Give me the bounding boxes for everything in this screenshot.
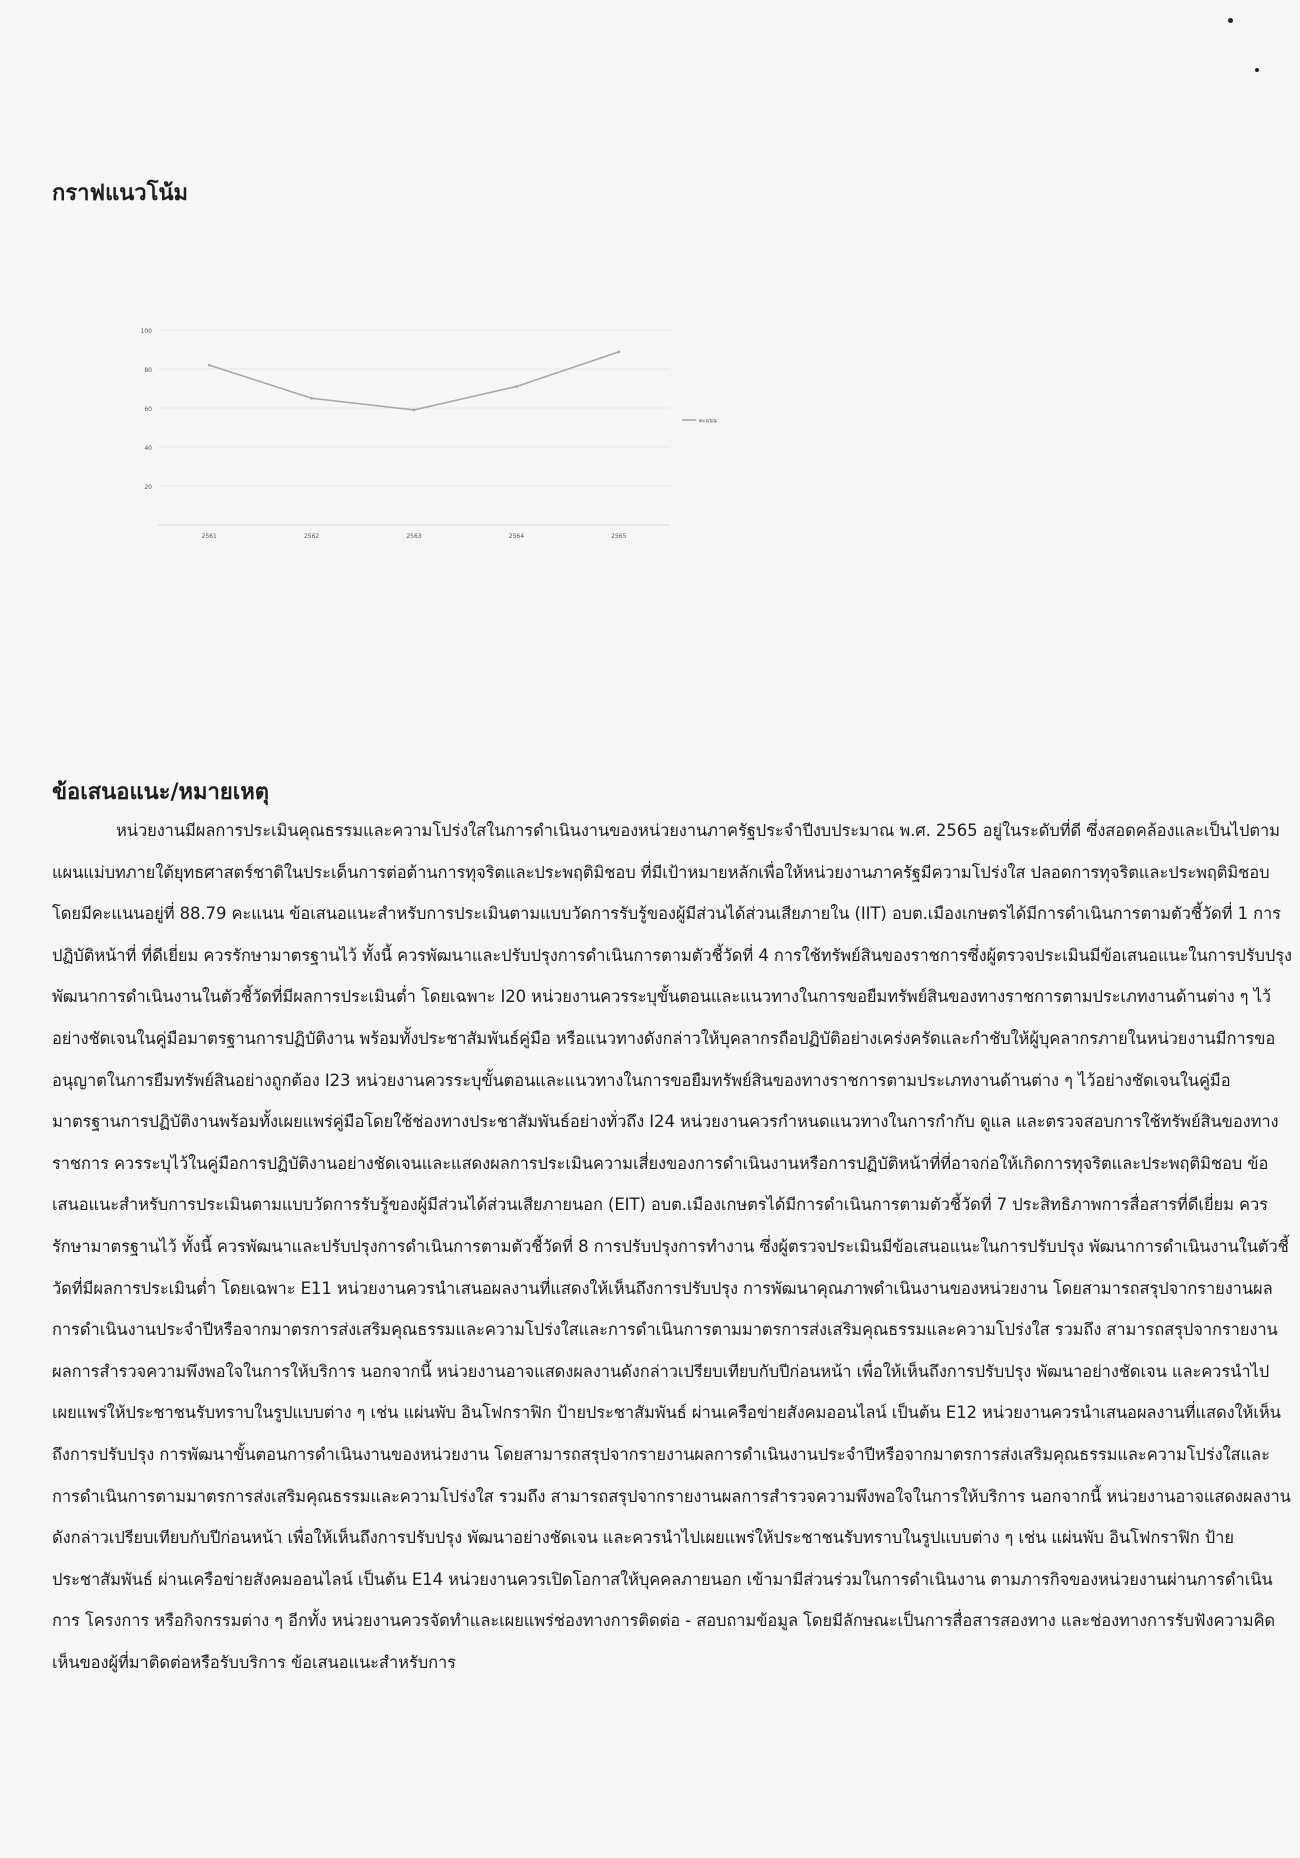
notes-paragraph: หน่วยงานมีผลการประเมินคุณธรรมและความโปร่งใสในการดำเนินงานของหน่วยงานภาครัฐประจำปีงบประมาณ พ.ศ. 2565 อยู่ในระดับที่ดี ซึ่งสอดคล้องและเป็นไปตามแผนแม่บทภายใต้ยุทธศาสตร์ชาติในประเด็นการต่อต้านการทุจริตและประพฤติมิชอบ ที่มีเป้าหมายหลักเพื่อให้หน่วยงานภาครัฐมีความโปร่งใส ปลอดการทุจริตและประพฤติมิชอบ โดยมีคะแนนอยู่ที่ 88.79 คะแนน ข้อเสนอแนะสำหรับการประเมินตามแบบวัดการรับรู้ของผู้มีส่วนได้ส่วนเสียภายใน (IIT) อบต.เมืองเกษตรได้มีการดำเนินการตามตัวชี้วัดที่ 1 การปฏิบัติหน้าที่ ที่ดีเยี่ยม ควรรักษามาตรฐานไว้ ทั้งนี้ ควรพัฒนาและปรับปรุงการดำเนินการตามตัวชี้วัดที่ 4 การใช้ทรัพย์สินของราชการซึ่งผู้ตรวจประเมินมีข้อเสนอแนะในการปรับปรุง พัฒนาการดำเนินงานในตัวชี้วัดที่มีผลการประเมินต่ำ โดยเฉพาะ I20 หน่วยงานควรระบุขั้นตอนและแนวทางในการขอยืมทรัพย์สินของทางราชการตามประเภทงานด้านต่าง ๆ ไว้อย่างชัดเจนในคู่มือมาตรฐานการปฏิบัติงาน พร้อมทั้งประชาสัมพันธ์คู่มือ หรือแนวทางดังกล่าวให้บุคลากรถือปฏิบัติอย่างเคร่งครัดและกำชับให้ผู้บุคลากรภายในหน่วยงานมีการขออนุญาตในการยืมทรัพย์สินอย่างถูกต้อง I23 หน่วยงานควรระบุขั้นตอนและแนวทางในการขอยืมทรัพย์สินของทางราชการตามประเภทงานด้านต่าง ๆ ไว้อย่างชัดเจนในคู่มือมาตรฐานการปฏิบัติงานพร้อมทั้งเผยแพร่คู่มือโดยใช้ช่องทางประชาสัมพันธ์อย่างทั่วถึง I24 หน่วยงานควรกำหนดแนวทางในการกำกับ ดูแล และตรวจสอบการใช้ทรัพย์สินของทางราชการ ควรระบุไว้ในคู่มือการปฏิบัติงานอย่างชัดเจนและแสดงผลการประเมินความเสี่ยงของการดำเนินงานหรือการปฏิบัติหน้าที่ที่อาจก่อให้เกิดการทุจริตและประพฤติมิชอบ ข้อเสนอแนะสำหรับการประเมินตามแบบวัดการรับรู้ของผู้มีส่วนได้ส่วนเสียภายนอก (EIT) อบต.เมืองเกษตรได้มีการดำเนินการตามตัวชี้วัดที่ 7 ประสิทธิภาพการสื่อสารที่ดีเยี่ยม ควรรักษามาตรฐานไว้ ทั้งนี้ ควรพัฒนาและปรับปรุงการดำเนินการตามตัวชี้วัดที่ 8 การปรับปรุงการทำงาน ซึ่งผู้ตรวจประเมินมีข้อเสนอแนะในการปรับปรุง พัฒนาการดำเนินงานในตัวชี้วัดที่มีผลการประเมินต่ำ โดยเฉพาะ E11 หน่วยงานควรนำเสนอผลงานที่แสดงให้เห็นถึงการปรับปรุง การพัฒนาคุณภาพดำเนินงานของหน่วยงาน โดยสามารถสรุปจากรายงานผลการดำเนินงานประจำปีหรือจากมาตรการส่งเสริมคุณธรรมและความโปร่งใสและการดำเนินการตามมาตรการส่งเสริมคุณธรรมและความโปร่งใส รวมถึง สามารถสรุปจากรายงานผลการสำรวจความพึงพอใจในการให้บริการ นอกจากนี้ หน่วยงานอาจแสดงผลงานดังกล่าวเปรียบเทียบกับปีก่อนหน้า เพื่อให้เห็นถึงการปรับปรุง พัฒนาอย่างชัดเจน และควรนำไปเผยแพร่ให้ประชาชนรับทราบในรูปแบบต่าง ๆ เช่น แผ่นพับ อินโฟกราฟิก ป้ายประชาสัมพันธ์ ผ่านเครือข่ายสังคมออนไลน์ เป็นต้น E12 หน่วยงานควรนำเสนอผลงานที่แสดงให้เห็นถึงการปรับปรุง การพัฒนาขั้นตอนการดำเนินงานของหน่วยงาน โดยสามารถสรุปจากรายงานผลการดำเนินงานประจำปีหรือจากมาตรการส่งเสริมคุณธรรมและความโปร่งใสและการดำเนินการตามมาตรการส่งเสริมคุณธรรมและความโปร่งใส รวมถึง สามารถสรุปจากรายงานผลการสำรวจความพึงพอใจในการให้บริการ นอกจากนี้ หน่วยงานอาจแสดงผลงานดังกล่าวเปรียบเทียบกับปีก่อนหน้า เพื่อให้เห็นถึงการปรับปรุง พัฒนาอย่างชัดเจน และควรนำไปเผยแพร่ให้ประชาชนรับทราบในรูปแบบต่าง ๆ เช่น แผ่นพับ อินโฟกราฟิก ป้ายประชาสัมพันธ์ ผ่านเครือข่ายสังคมออนไลน์ เป็นต้น E14 หน่วยงานควรเปิดโอกาสให้บุคคลภายนอก เข้ามามีส่วนร่วมในการดำเนินงาน ตามภารกิจของหน่วยงานผ่านการดำเนินการ โครงการ หรือกิจกรรมต่าง ๆ อีกทั้ง หน่วยงานควรจัดทำและเผยแพร่ช่องทางการติดต่อ - สอบถามข้อมูล โดยมีลักษณะเป็นการสื่อสารสองทาง และช่องทางการรับฟังความคิดเห็นของผู้ที่มาติดต่อหรือรับบริการ ข้อเสนอแนะสำหรับการ	[52, 821, 1292, 1672]
x-tick-label: 2562	[303, 533, 320, 540]
y-tick-label: 80	[144, 367, 152, 374]
data-point	[310, 397, 313, 400]
data-point	[413, 409, 416, 412]
notes-body	[52, 810, 1292, 1840]
notes-section-title: ข้อเสนอแนะ/หมายเหตุ	[52, 780, 270, 805]
data-point	[515, 385, 518, 388]
chart-section-title: กราฟแนวโน้ม	[52, 181, 188, 206]
data-point	[208, 364, 211, 367]
scan-speck	[1228, 18, 1233, 23]
trend-chart-svg	[130, 310, 720, 555]
y-tick-label: 40	[144, 445, 152, 452]
x-tick-label: 2561	[201, 533, 217, 540]
y-tick-label: 20	[144, 484, 152, 491]
y-tick-label: 60	[144, 406, 152, 413]
x-tick-label: 2564	[508, 533, 525, 540]
y-tick-label: 100	[140, 328, 152, 335]
trend-chart	[130, 310, 720, 555]
series-line	[209, 352, 619, 410]
x-tick-label: 2565	[611, 533, 627, 540]
data-point	[617, 350, 620, 353]
scan-speck	[1255, 68, 1259, 72]
legend-label: คะแนน	[699, 418, 717, 425]
x-tick-label: 2563	[406, 533, 422, 540]
